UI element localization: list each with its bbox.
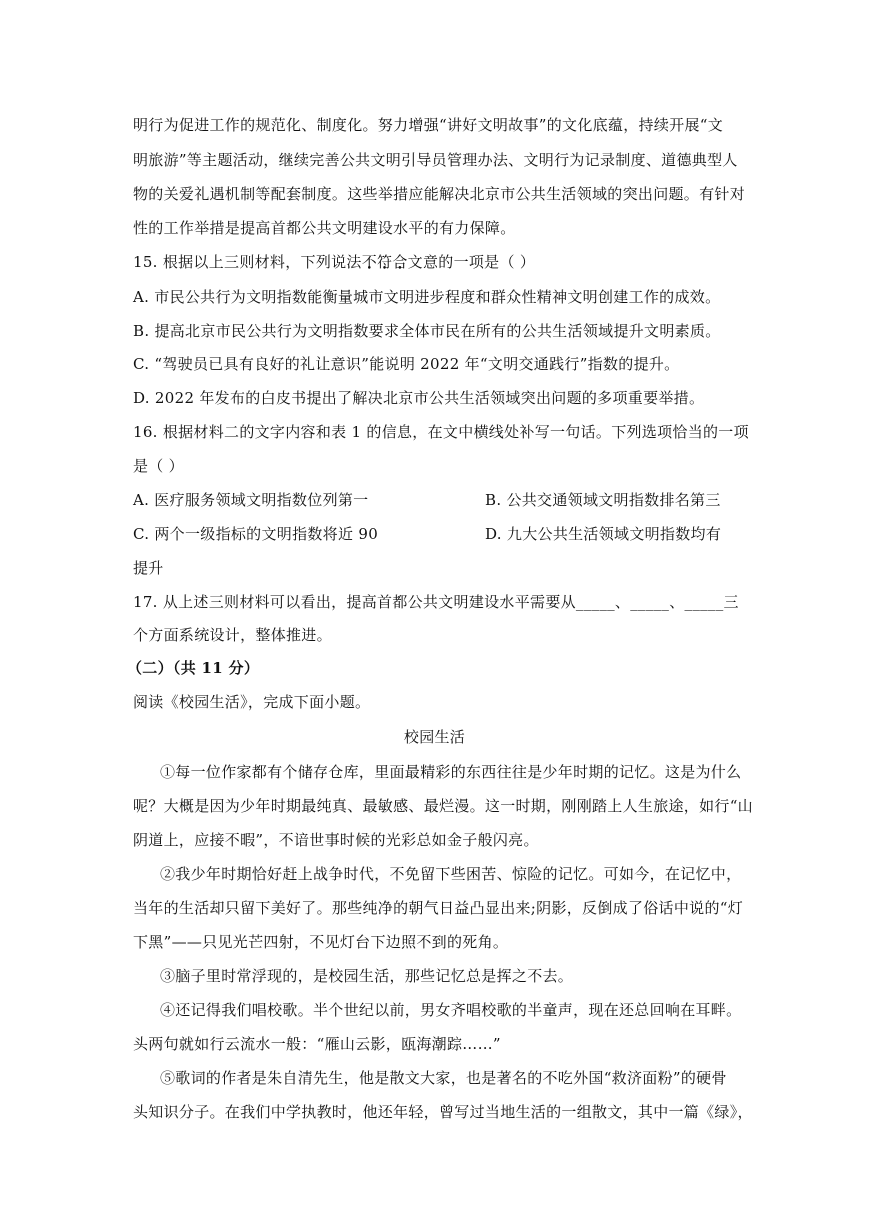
material-line-2: 明旅游”等主题活动，继续完善公共文明引导员管理办法、文明行为记录制度、道德典型人	[133, 151, 738, 169]
material-line-3: 物的关爱礼遇机制等配套制度。这些举措应能解决北京市公共生活领域的突出问题。有针对	[133, 185, 746, 203]
question-16-option-d-cont: 提升	[133, 559, 164, 577]
emphasis-char: 符	[377, 253, 393, 271]
reading-instruction: 阅读《校园生活》，完成下面小题。	[133, 693, 371, 711]
question-16-stem: 16. 根据材料二的文字内容和表 1 的信息，在文中横线处补写一句话。下列选项恰当的一项	[133, 423, 749, 441]
passage-line: 呢？大概是因为少年时期最纯真、最敏感、最烂漫。这一时期，刚刚踏上人生旅途，如行“山	[133, 797, 753, 815]
material-line-1: 明行为促进工作的规范化、制度化。努力增强“讲好文明故事”的文化底蕴，持续开展“文	[133, 116, 724, 134]
passage-line: ④还记得我们唱校歌。半个世纪以前，男女齐唱校歌的半童声，现在还总回响在耳畔。	[160, 1001, 742, 1019]
question-16-option-d: D. 九大公共生活领域文明指数均有	[485, 525, 722, 543]
section-heading: （二）（共 11 分）	[127, 659, 260, 677]
passage-line: ③脑子里时常浮现的，是校园生活，那些记忆总是挥之不去。	[160, 967, 574, 985]
question-15-option-a: A. 市民公共行为文明指数能衡量城市文明进步程度和群众性精神文明创建工作的成效。	[133, 288, 721, 306]
passage-line: ①每一位作家都有个储存仓库，里面最精彩的东西往往是少年时期的记忆。这是为什么	[160, 763, 742, 781]
passage-line: ⑤歌词的作者是朱自清先生，他是散文大家，也是著名的不吃外国“救济面粉”的硬骨	[160, 1069, 727, 1087]
emphasis-char: 合	[392, 253, 408, 271]
question-17-stem-cont: 个方面系统设计，整体推进。	[133, 626, 332, 644]
passage-line: 下黑”——只见光芒四射，不见灯台下边照不到的死角。	[133, 933, 509, 951]
passage-title: 校园生活	[403, 728, 466, 746]
question-15-stem-post: 文意的一项是（ ）	[407, 253, 536, 271]
question-16-option-a: A. 医疗服务领域文明指数位列第一	[133, 491, 369, 509]
question-16-option-c: C. 两个一级指标的文明指数将近 90	[133, 525, 379, 543]
question-16-stem-cont: 是（ ）	[133, 457, 184, 475]
passage-line: 阴道上，应接不暇”，不谙世事时候的光彩总如金子般闪亮。	[133, 831, 539, 849]
question-15-option-d: D. 2022 年发布的白皮书提出了解决北京市公共生活领域突出问题的多项重要举措。	[133, 389, 705, 407]
passage-line: ②我少年时期恰好赶上战争时代，不免留下些困苦、惊险的记忆。可如今，在记忆中，	[160, 865, 742, 883]
question-16-option-b: B. 公共交通领域文明指数排名第三	[485, 491, 721, 509]
question-15-option-b: B. 提高北京市民公共行为文明指数要求全体市民在所有的公共生活领域提升文明素质。	[133, 322, 721, 340]
question-17-stem: 17. 从上述三则材料可以看出，提高首都公共文明建设水平需要从_____、_____、_____三	[133, 593, 739, 611]
passage-line: 头两句就如行云流水一般：“雁山云影，瓯海潮踪……”	[133, 1035, 501, 1053]
emphasis-char: 不	[361, 253, 378, 271]
question-15-stem-pre: 15. 根据以上三则材料，下列说法	[133, 253, 362, 271]
material-line-4: 性的工作举措是提高首都公共文明建设水平的有力保障。	[133, 219, 516, 237]
passage-line: 当年的生活却只留下美好了。那些纯净的朝气日益凸显出来;阴影，反倒成了俗话中说的“灯	[133, 899, 744, 917]
question-15-option-c: C. “驾驶员已具有良好的礼让意识”能说明 2022 年“文明交通践行”指数的提升。	[133, 355, 680, 373]
passage-line: 头知识分子。在我们中学执教时，他还年轻，曾写过当地生活的一组散文，其中一篇《绿》，	[133, 1103, 753, 1121]
question-15-stem	[133, 252, 535, 272]
